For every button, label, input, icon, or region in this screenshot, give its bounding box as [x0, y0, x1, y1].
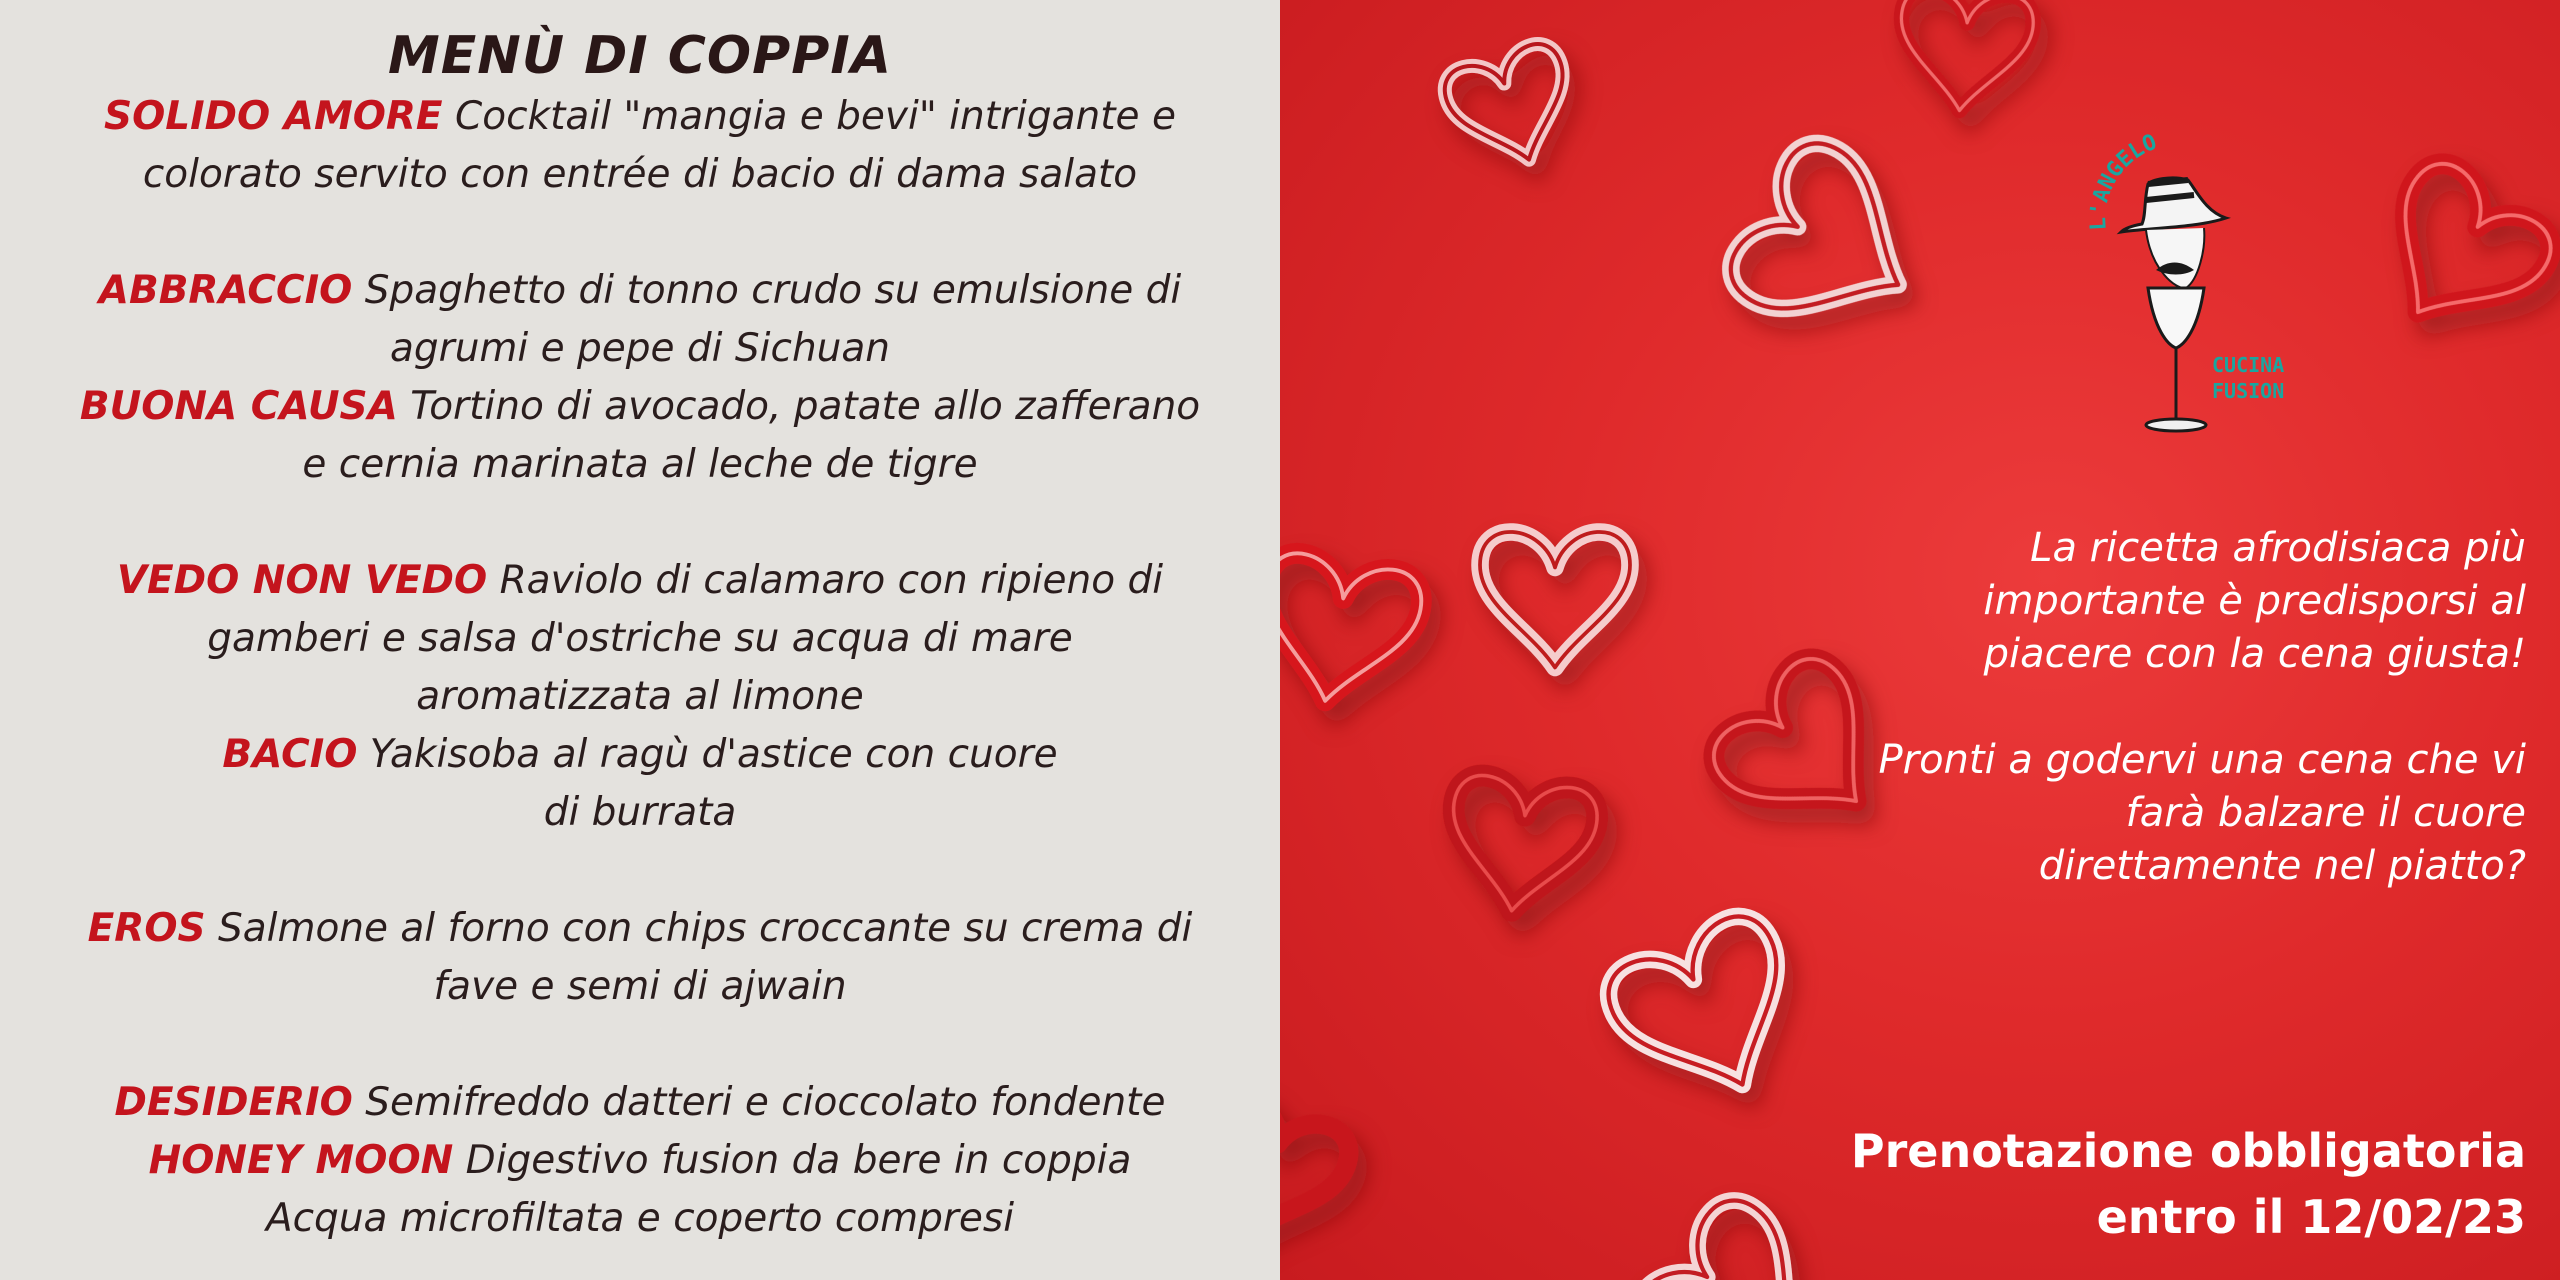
photo-panel: [1280, 0, 2560, 1280]
dish-name: VEDO NON VEDO: [116, 558, 488, 603]
logo-brand: L'ANGELO: [2086, 129, 2161, 232]
menu-line: [0, 552, 1280, 610]
menu-line: [0, 784, 1280, 842]
paper-heart-icon: [2354, 152, 2560, 357]
paper-heart-icon: [1438, 38, 1586, 178]
dish-description: Tortino di avocado, patate allo zafferano: [397, 384, 1201, 429]
menu-spacer: [0, 204, 1280, 262]
menu-line: [0, 900, 1280, 958]
menu-line: [0, 262, 1280, 320]
menu-list: [0, 88, 1280, 1248]
menu-line: [0, 88, 1280, 146]
dish-name: SOLIDO AMORE: [104, 94, 443, 139]
paper-heart-icon: [1440, 772, 1601, 921]
menu-line: [0, 958, 1280, 1016]
dish-name: BACIO: [222, 732, 358, 777]
dish-name: ABBRACCIO: [98, 268, 353, 313]
dish-description: Spaghetto di tonno crudo su emulsione di: [352, 268, 1182, 313]
menu-line: [0, 610, 1280, 668]
paper-heart-icon: [1480, 532, 1630, 668]
dish-description: gamberi e salsa d'ostriche su acqua di mare: [207, 616, 1073, 661]
booking-notice: [1851, 1118, 2526, 1250]
tagline-line: direttamente nel piatto?: [2038, 843, 2526, 889]
menu-line: [0, 1132, 1280, 1190]
menu-spacer: [0, 842, 1280, 900]
booking-line-1: Prenotazione obbligatoria: [1850, 1124, 2526, 1178]
dish-name: BUONA CAUSA: [79, 384, 398, 429]
tagline-line: farà balzare il cuore: [2125, 790, 2526, 836]
menu-line: [0, 436, 1280, 494]
dish-name: DESIDERIO: [114, 1080, 353, 1125]
dish-description: agrumi e pepe di Sichuan: [390, 326, 890, 371]
dish-description: Acqua microfiltata e coperto compresi: [265, 1196, 1015, 1241]
dish-description: Digestivo fusion da bere in coppia: [453, 1138, 1132, 1183]
menu-spacer: [0, 1016, 1280, 1074]
menu-title: MENÙ DI COPPIA: [388, 26, 892, 86]
tagline-line: Pronti a godervi una cena che vi: [1878, 737, 2526, 783]
menu-line: [0, 668, 1280, 726]
dish-description: e cernia marinata al leche de tigre: [302, 442, 978, 487]
menu-line: [0, 320, 1280, 378]
paper-heart-icon: [1623, 1187, 1847, 1280]
dish-description: di burrata: [543, 790, 737, 835]
logo-subtitle-1: CUCINA: [2212, 353, 2285, 377]
menu-line: [0, 1074, 1280, 1132]
dish-description: Yakisoba al ragù d'astice con cuore: [357, 732, 1058, 777]
tagline: [1706, 522, 2526, 893]
menu-line: [0, 146, 1280, 204]
paper-heart-icon: [1718, 131, 1941, 360]
dish-description: fave e semi di ajwain: [433, 964, 847, 1009]
dish-description: aromatizzata al limone: [416, 674, 864, 719]
paper-heart-icon: [1597, 905, 1821, 1121]
tagline-line: importante è predisporsi al: [1983, 578, 2526, 624]
angelo-logo-icon: [2076, 120, 2356, 450]
dish-name: EROS: [87, 906, 206, 951]
dish-name: HONEY MOON: [148, 1138, 454, 1183]
booking-line-2: entro il 12/02/23: [2096, 1190, 2526, 1244]
dish-description: Semifreddo datteri e cioccolato fondente: [352, 1080, 1166, 1125]
dish-description: Raviolo di calamaro con ripieno di: [487, 558, 1164, 603]
menu-line: [0, 726, 1280, 784]
dish-description: Salmone al forno con chips croccante su crema di: [205, 906, 1193, 951]
paper-heart-icon: [1280, 548, 1426, 714]
dish-description: Cocktail "mangia e bevi" intrigante e: [442, 94, 1176, 139]
dish-description: colorato servito con entrée di bacio di dama salato: [142, 152, 1138, 197]
menu-spacer: [0, 494, 1280, 552]
menu-line: [0, 1190, 1280, 1248]
tagline-line: piacere con la cena giusta!: [1983, 631, 2526, 677]
paper-heart-icon: [1894, 0, 2036, 116]
logo-subtitle-2: FUSION: [2212, 379, 2285, 403]
paper-heart-icon: [1280, 1087, 1357, 1259]
tagline-line: La ricetta afrodisiaca più: [2030, 525, 2526, 571]
menu-line: [0, 378, 1280, 436]
